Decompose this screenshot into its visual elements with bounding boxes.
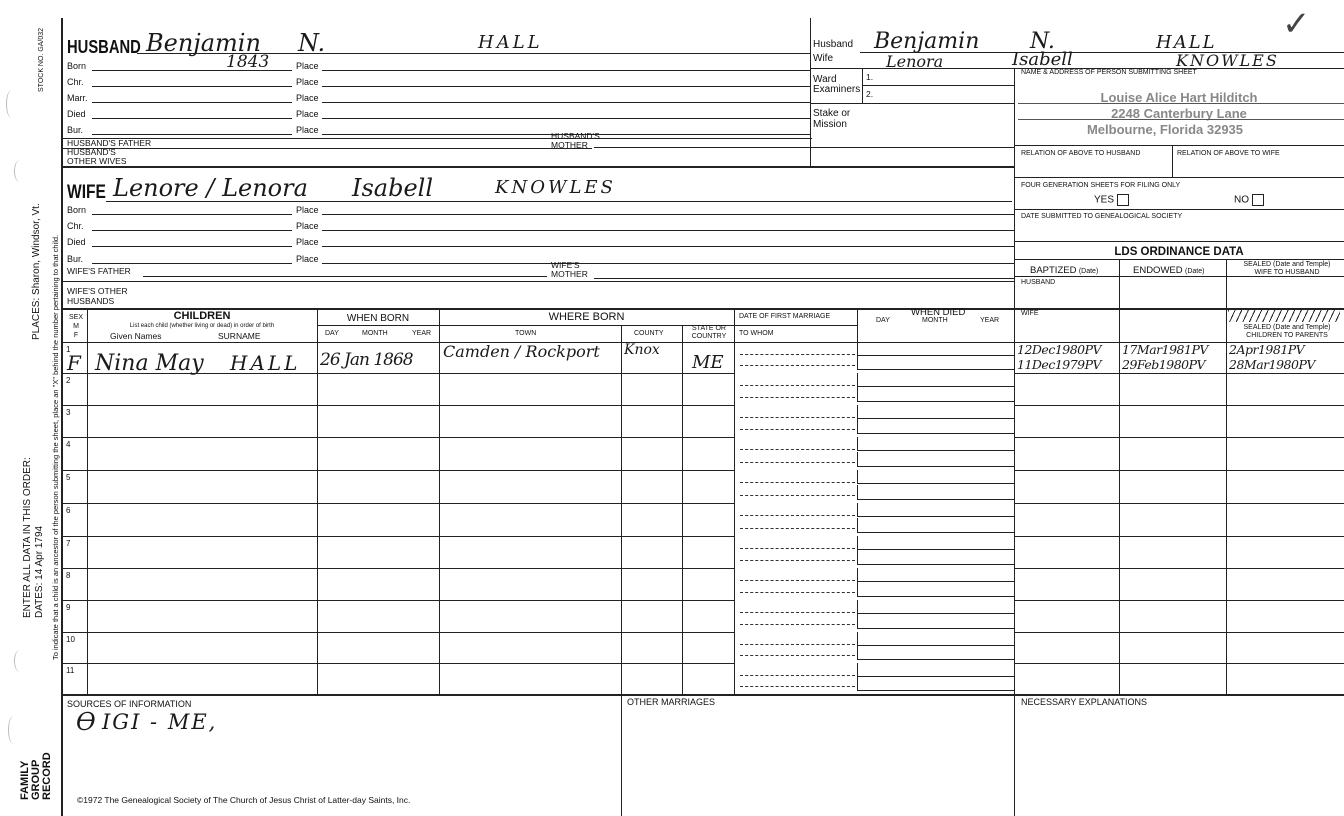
examiners-label: Examiners — [813, 84, 861, 95]
child-sex: F — [67, 351, 81, 375]
hole-punch-mark — [14, 650, 25, 672]
husband-given-name: Benjamin — [146, 29, 261, 57]
enter-data-instruction: ENTER ALL DATA IN THIS ORDER: — [22, 457, 33, 618]
lds-sealed-date: 28Mar1980PV — [1229, 357, 1315, 372]
child-number: 6 — [66, 506, 71, 515]
relation-to-husband-label: RELATION OF ABOVE TO HUSBAND — [1021, 150, 1141, 157]
child-number: 5 — [66, 473, 71, 482]
child-birth-date: 26 Jan 1868 — [320, 350, 413, 370]
places-instruction: PLACES: Sharon, Windsor, Vt. — [31, 203, 42, 340]
hole-punch-mark — [6, 90, 17, 118]
child-number: 10 — [66, 635, 75, 644]
wife-event-label: Died — [67, 237, 86, 247]
child-number: 3 — [66, 408, 71, 417]
wife-event-label: Chr. — [67, 221, 84, 231]
lds-endowed-date: 17Mar1981PV — [1122, 342, 1208, 357]
submitter-city: Melbourne, Florida 32935 — [1086, 122, 1244, 137]
died-month-header: MONTH — [922, 317, 948, 324]
wife-middle-name: Isabell — [352, 174, 434, 202]
child-number: 4 — [66, 440, 71, 449]
lds-title: LDS ORDINANCE DATA — [1114, 246, 1244, 258]
child-number: 9 — [66, 603, 71, 612]
examiner-2: 2. — [866, 89, 874, 99]
child-number: 7 — [66, 539, 71, 548]
ward-husband-label: Husband — [813, 39, 854, 50]
date-submitted-label: DATE SUBMITTED TO GENEALOGICAL SOCIETY — [1021, 213, 1183, 220]
no-option[interactable]: NO — [1234, 194, 1264, 207]
child-number: 11 — [66, 666, 75, 675]
submitter-name: Louise Alice Hart Hilditch — [1100, 90, 1258, 105]
husband-place-label: Place — [296, 109, 319, 119]
husband-other-wives-label: HUSBAND'S OTHER WIVES — [67, 147, 127, 166]
born-month-header: MONTH — [362, 330, 388, 337]
died-day-header: DAY — [876, 317, 890, 324]
hatched-area — [1228, 310, 1340, 322]
ward-husband-name: Benjamin — [874, 29, 980, 54]
child-birth-state: ME — [692, 352, 724, 373]
hole-punch-mark — [8, 716, 19, 744]
ward-wife-middle: Isabell — [1012, 49, 1073, 70]
lds-baptized-date: 12Dec1980PV — [1017, 342, 1102, 357]
where-born-header: WHERE BORN — [548, 311, 625, 323]
husband-place-label: Place — [296, 125, 319, 135]
child-number: 1 — [66, 345, 71, 354]
state-header: STATE OR COUNTRY — [691, 325, 727, 340]
sealed-wife-header: SEALED (Date and Temple) WIFE TO HUSBAND — [1243, 261, 1331, 276]
husband-born-year: 1843 — [226, 52, 270, 72]
four-gen-label: FOUR GENERATION SHEETS FOR FILING ONLY — [1021, 182, 1181, 189]
necessary-explanations-label: NECESSARY EXPLANATIONS — [1021, 697, 1148, 707]
stock-number: STOCK NO. GA/032 — [38, 27, 45, 92]
wife-other-husbands-label: WIFE'S OTHER HUSBANDS — [67, 286, 128, 306]
sources-text: IGI - ME, — [102, 710, 218, 734]
husband-place-label: Place — [296, 77, 319, 87]
lds-sealed-date: 2Apr1981PV — [1229, 342, 1305, 357]
husband-father-label: HUSBAND'S FATHER — [67, 138, 152, 148]
husband-place-label: Place — [296, 61, 319, 71]
husband-event-label: Bur. — [67, 125, 84, 135]
when-died-header: WHEN DIED — [911, 307, 966, 318]
wife-name: Lenore / Lenora — [113, 174, 308, 202]
lds-baptized-date: 11Dec1979PV — [1017, 357, 1102, 372]
born-year-header: YEAR — [412, 330, 432, 337]
ward-check-mark: ✓ — [1282, 4, 1311, 44]
submitter-street: 2248 Canterbury Lane — [1111, 106, 1247, 121]
child-number: 2 — [66, 376, 71, 385]
husband-event-label: Marr. — [67, 93, 88, 103]
surname-header: SURNAME — [218, 331, 261, 341]
indicate-instruction: To indicate that a child is an ancestor of the person submitting the sheet, place an "X" behind the number pertaining to that child. — [51, 234, 60, 660]
wife-label: WIFE — [67, 182, 106, 203]
lds-husband-label: HUSBAND — [1021, 279, 1056, 286]
children-instruction: List each child (whether living or dead) in order of birth — [129, 323, 275, 329]
sources-label: SOURCES OF INFORMATION — [67, 699, 192, 709]
first-marriage-header: DATE OF FIRST MARRIAGE — [739, 313, 831, 320]
hole-punch-mark — [14, 160, 25, 182]
given-names-header: Given Names — [110, 331, 162, 341]
copyright-notice: ©1972 The Genealogical Society of The Church of Jesus Christ of Latter-day Saints, Inc. — [77, 795, 411, 805]
lds-endowed-date: 29Feb1980PV — [1122, 357, 1206, 372]
child-given-name: Nina May — [95, 351, 204, 376]
stake-mission-label: Stake or Mission — [813, 108, 851, 130]
wife-place-label: Place — [296, 237, 319, 247]
ward-wife-label: Wife — [813, 53, 833, 64]
husband-mother-label: HUSBAND'S MOTHER — [551, 131, 600, 150]
wife-surname: KNOWLES — [495, 177, 616, 198]
wife-place-label: Place — [296, 221, 319, 231]
ward-husband-middle: N. — [1030, 29, 1055, 54]
ward-wife-name: Lenora — [886, 52, 944, 71]
wife-place-label: Place — [296, 205, 319, 215]
endowed-header: ENDOWED (Date) — [1133, 265, 1205, 276]
no-checkbox[interactable] — [1252, 194, 1264, 206]
submitter-label: NAME & ADDRESS OF PERSON SUBMITTING SHEET — [1021, 69, 1197, 76]
dates-instruction: DATES: 14 Apr 1794 — [34, 525, 45, 618]
relation-to-wife-label: RELATION OF ABOVE TO WIFE — [1177, 150, 1280, 157]
sources-circle-mark: ‍Ө — [76, 708, 96, 736]
sealed-children-header: SEALED (Date and Temple) CHILDREN TO PARENTS — [1243, 324, 1331, 339]
family-group-record-title: FAMILY GROUP RECORD — [19, 752, 53, 800]
when-born-header: WHEN BORN — [346, 313, 410, 324]
town-header: TOWN — [515, 330, 537, 337]
ward-husband-surname: HALL — [1156, 32, 1217, 53]
lds-wife-label: WIFE — [1021, 310, 1039, 317]
wife-father-label: WIFE'S FATHER — [67, 266, 131, 276]
county-header: COUNTY — [634, 330, 664, 337]
yes-checkbox[interactable] — [1117, 194, 1129, 206]
child-birth-county: Knox — [624, 342, 660, 358]
wife-place-label: Place — [296, 254, 319, 264]
wife-event-label: Born — [67, 205, 87, 215]
child-birth-town: Camden / Rockport — [443, 342, 600, 361]
children-header: CHILDREN — [173, 310, 231, 322]
husband-event-label: Chr. — [67, 77, 84, 87]
child-surname: HALL — [230, 351, 301, 375]
husband-event-label: Born — [67, 61, 87, 71]
yes-option[interactable]: YES — [1094, 194, 1129, 207]
husband-surname: HALL — [478, 32, 543, 53]
sex-header: SEX M F — [68, 314, 83, 339]
baptized-header: BAPTIZED (Date) — [1030, 265, 1099, 276]
husband-middle-initial: N. — [298, 29, 326, 57]
ward-label: Ward — [813, 74, 837, 85]
examiner-1: 1. — [866, 72, 874, 82]
born-day-header: DAY — [325, 330, 339, 337]
child-number: 8 — [66, 571, 71, 580]
other-marriages-label: OTHER MARRIAGES — [627, 697, 716, 707]
to-whom-header: TO WHOM — [739, 330, 774, 337]
husband-event-label: Died — [67, 109, 86, 119]
husband-place-label: Place — [296, 93, 319, 103]
ward-wife-surname: KNOWLES — [1176, 51, 1279, 70]
wife-event-label: Bur. — [67, 254, 84, 264]
died-year-header: YEAR — [980, 317, 1000, 324]
husband-label: HUSBAND — [67, 37, 141, 57]
wife-mother-label: WIFE'S MOTHER — [551, 260, 588, 279]
